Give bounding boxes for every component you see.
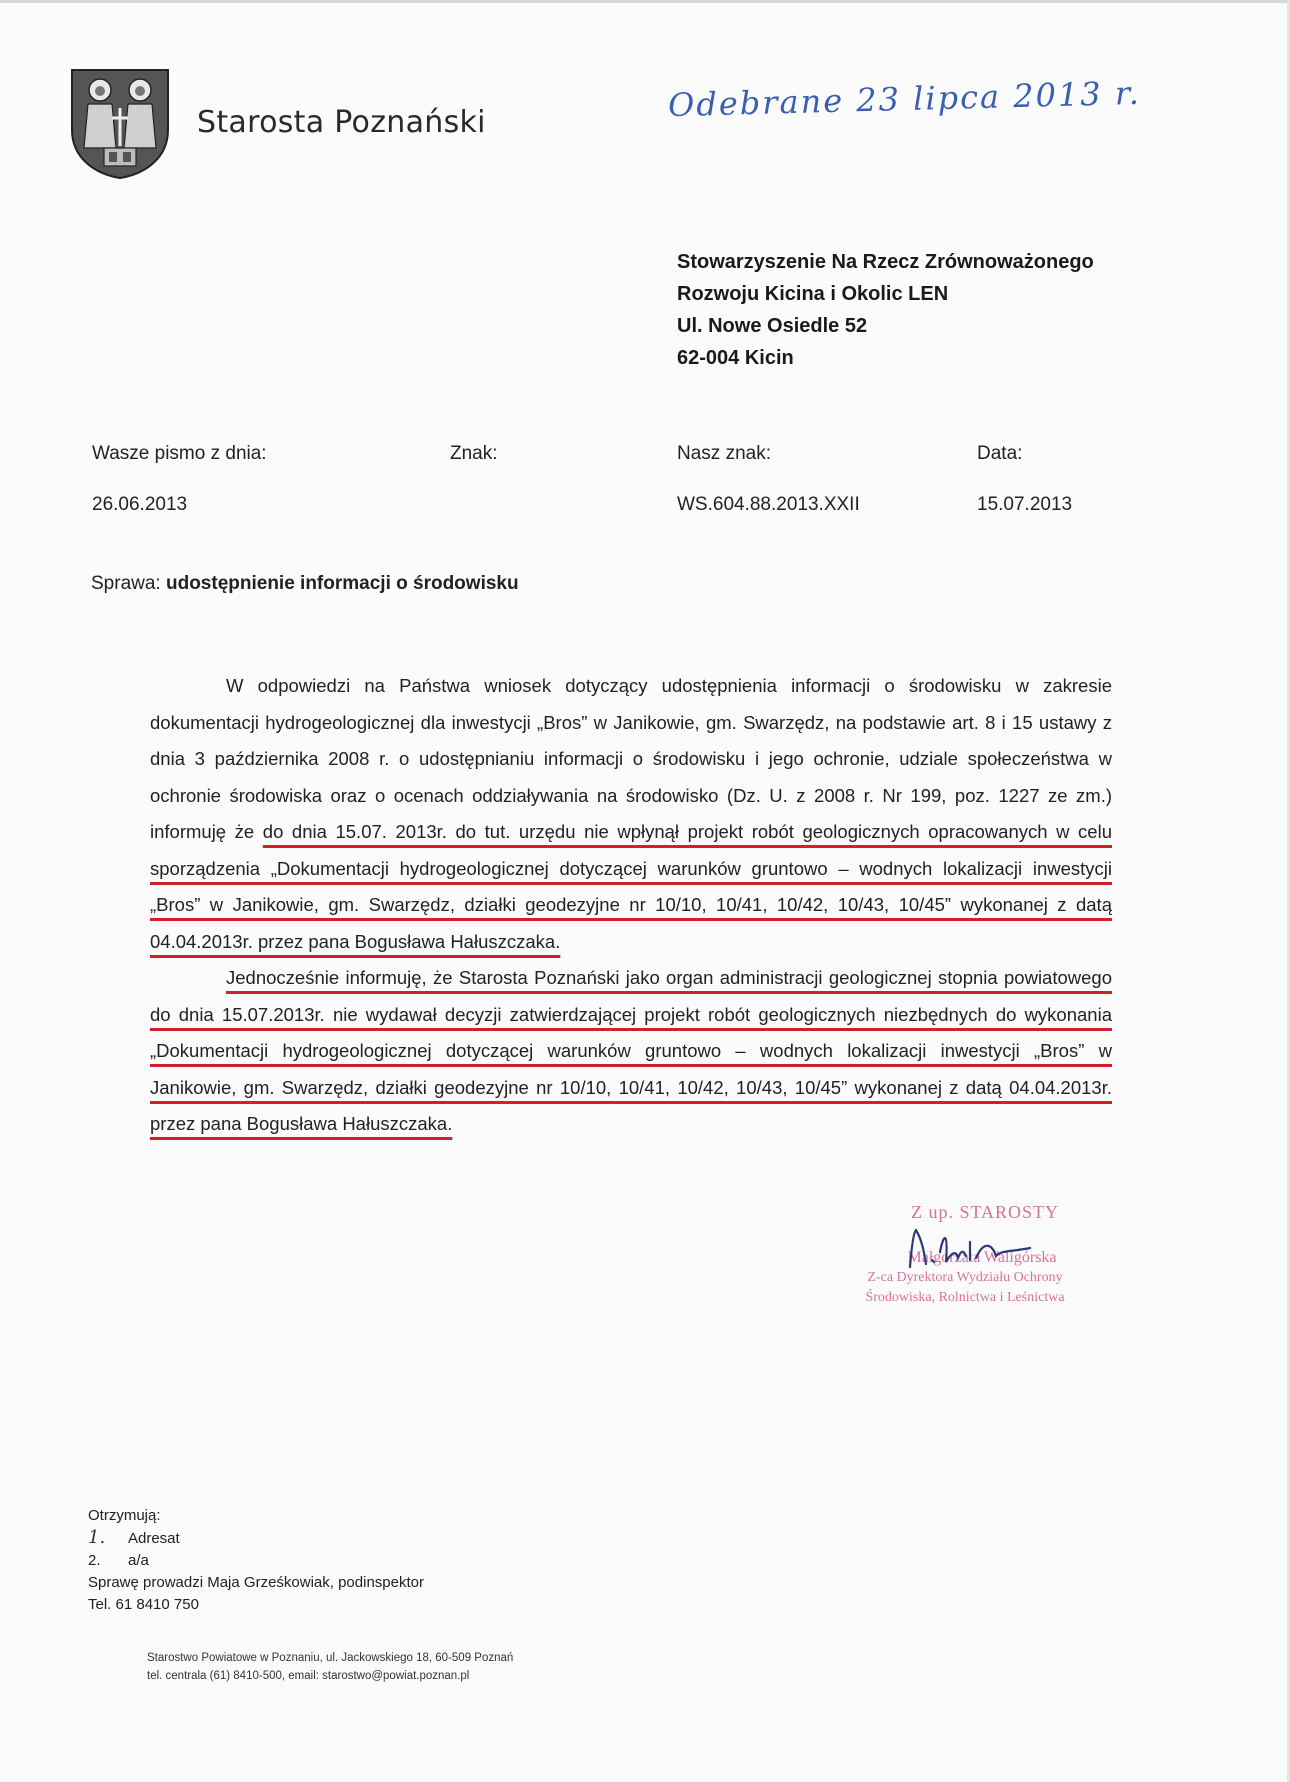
handwritten-received-note: Odebrane 23 lipca 2013 r. — [667, 73, 1142, 125]
recipient-item — [88, 1527, 424, 1550]
addressee-line: Ul. Nowe Osiedle 52 — [677, 315, 868, 337]
recipient-text: a/a — [128, 1552, 149, 1569]
letter-body — [150, 668, 1112, 1143]
addressee-block — [677, 246, 1094, 374]
date-label: Data: — [977, 443, 1023, 464]
stamp-line-3: Z-ca Dyrektora Wydziału Ochrony — [867, 1270, 1063, 1285]
body-paragraph-2 — [150, 960, 1112, 1143]
page-footer — [147, 1649, 513, 1685]
sign-label: Znak: — [450, 443, 498, 464]
letter-date: 15.07.2013 — [977, 494, 1073, 515]
contact-phone: Tel. 61 8410 750 — [88, 1596, 199, 1613]
your-letter-date: 26.06.2013 — [92, 494, 188, 515]
coat-of-arms-icon — [70, 68, 170, 180]
recipients-heading: Otrzymują: — [88, 1507, 161, 1524]
subject-line — [91, 573, 519, 595]
body-p1-underlined: do dnia 15.07. 2013r. do tut. urzędu nie wpłynął projekt robót geologicznych opracowanych w celu sporządzenia „Dokumentacji hydrogeologicznej dotyczącej warunków gruntowo – wodnych lokalizacji inwestycji „Bros” w Janikowie, gm. Swarzędz, działki geodezyjne nr 10/10, 10/41, 10/42, 10/43, 10/45” wykonanej z datą 04.04.2013r. przez pana Bogusława Hałuszczaka. — [150, 821, 1112, 952]
signature-icon — [900, 1222, 1040, 1282]
recipients-block — [88, 1505, 424, 1616]
body-p2-underlined: Jednocześnie informuję, że Starosta Poznański jako organ administracji geologicznej stopnia powiatowego do dnia 15.07.2013r. nie wydawał decyzji zatwierdzającej projekt robót geologicznych niezbędnych do wykonania „Dokumentacji hydrogeologicznej dotyczącej warunków gruntowo – wodnych lokalizacji inwestycji „Bros” w Janikowie, gm. Swarzędz, działki geodezyjne nr 10/10, 10/41, 10/42, 10/43, 10/45” wykonanej z datą 04.04.2013r. przez pana Bogusława Hałuszczaka. — [150, 967, 1112, 1134]
body-p1-text: W odpowiedzi na Państwa wniosek dotyczący udostępnienia informacji o środowisku w zakresie dokumentacji hydrogeologicznej dla inwestycji „Bros” w Janikowie, gm. Swarzędz, na podstawie art. 8 i 15 ustawy z dnia 3 października 2008 r. o udostępnianiu informacji o środowisku i jego ochronie, udziale społeczeństwa w ochronie środowiska oraz o ocenach oddziaływania na środowisko (Dz. U. z 2008 r. Nr 199, poz. 1227 ze zm.) informuję że — [150, 675, 1112, 842]
addressee-line: 62-004 Kicin — [677, 347, 794, 369]
subject-label: Sprawa: — [91, 573, 166, 594]
addressee-line: Rozwoju Kicina i Okolic LEN — [677, 283, 949, 305]
footer-address: Starostwo Powiatowe w Poznaniu, ul. Jackowskiego 18, 60-509 Poznań — [147, 1652, 514, 1664]
handled-by: Sprawę prowadzi Maja Grześkowiak, podinspektor — [88, 1574, 424, 1591]
our-sign-value: WS.604.88.2013.XXII — [677, 494, 860, 515]
addressee-line: Stowarzyszenie Na Rzecz Zrównoważonego — [677, 251, 1094, 273]
recipient-text: Adresat — [128, 1530, 180, 1547]
stamp-line-4: Środowiska, Rolnictwa i Leśnictwa — [865, 1290, 1065, 1305]
scan-edge — [0, 0, 1290, 3]
recipient-number: 1. — [88, 1527, 106, 1548]
our-sign-label: Nasz znak: — [677, 443, 771, 464]
recipient-item — [88, 1550, 424, 1572]
recipient-number: 2. — [88, 1552, 101, 1569]
stamp-line-2: Małgorzata Waligórska — [907, 1249, 1057, 1266]
your-letter-label: Wasze pismo z dnia: — [92, 443, 267, 464]
footer-contact: tel. centrala (61) 8410-500, email: starostwo@powiat.poznan.pl — [147, 1670, 470, 1682]
subject-text: udostępnienie informacji o środowisku — [165, 573, 519, 594]
body-paragraph-1 — [150, 668, 1112, 960]
org-name: Starosta Poznański — [197, 105, 486, 140]
stamp-line-1: Z up. STAROSTY — [910, 1202, 1060, 1222]
